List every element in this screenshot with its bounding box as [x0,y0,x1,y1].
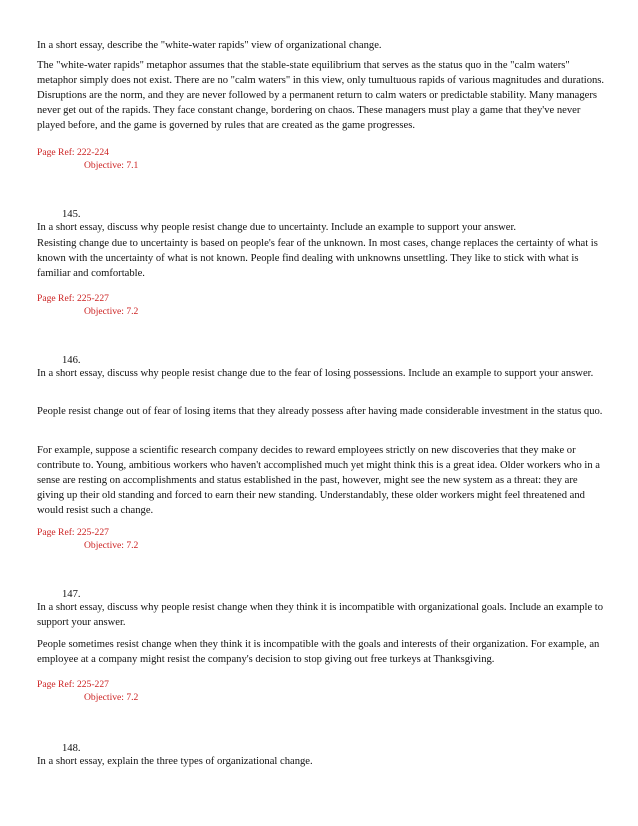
question-text: In a short essay, discuss why people resist change due to uncertainty. Include an example to support your answer. [37,222,517,233]
question-number: 146. [62,355,81,366]
question-text: In a short essay, discuss why people resist change due to the fear of losing possessions. Include an example to support your answer. [37,368,594,379]
objective-label: Objective: 7.2 [84,306,139,317]
page-ref: Page Ref: 225-227 [37,293,109,304]
answer-text: The "white-water rapids" metaphor assumes that the stable-state equilibrium that serves as the status quo in the "calm waters" metaphor simply does not exist. There are no "calm waters" in this view, only tumultuous rapids of various magnitudes and durations. Disruptions are the norm, and they are never followed by a permanent return to calm waters or predictable stability. Many managers never get out of the rapids. They face constant change, bordering on chaos. These managers must play a game that they've never played before, and the game is governed by rules that are created as the game progresses. [37,60,605,131]
answer-text: For example, suppose a scientific research company decides to reward employees strictly on new discoveries that they make or contribute to. Young, ambitious workers who haven't accomplished much yet might think this is a great idea. Older workers who in a sense are resting on accomplishments and status established in the past, however, might see the new system as a threat: they are giving up their old standing and forced to earn their new standing. Understandably, these older workers might feel threatened and would resist such a change. [37,445,600,516]
objective-label: Objective: 7.2 [84,692,139,703]
question-number: 148. [62,743,81,754]
page-ref: Page Ref: 225-227 [37,679,109,690]
objective-label: Objective: 7.2 [84,540,139,551]
answer-text: People resist change out of fear of losing items that they already possess after having made considerable investment in the status quo. [37,406,603,417]
question-number: 147. [62,589,81,600]
question-text: In a short essay, explain the three types of organizational change. [37,756,313,767]
question-text: In a short essay, describe the "white-water rapids" view of organizational change. [37,40,382,51]
answer-text: People sometimes resist change when they think it is incompatible with the goals and interests of their organization. For example, an employee at a company might resist the company's decision to stop giving out free turkeys at Thanksgiving. [37,639,600,665]
page-ref: Page Ref: 225-227 [37,527,109,538]
question-number: 145. [62,209,81,220]
page-ref: Page Ref: 222-224 [37,147,109,158]
answer-text: Resisting change due to uncertainty is based on people's fear of the unknown. In most cases, change replaces the certainty of what is known with the uncertainty of what is not known. People find dealing with unknowns unsettling. They like to stick with what is familiar and comfortable. [37,238,598,279]
objective-label: Objective: 7.1 [84,160,139,171]
question-text: In a short essay, discuss why people resist change when they think it is incompatible with organizational goals. Include an example to support your answer. [37,602,604,628]
